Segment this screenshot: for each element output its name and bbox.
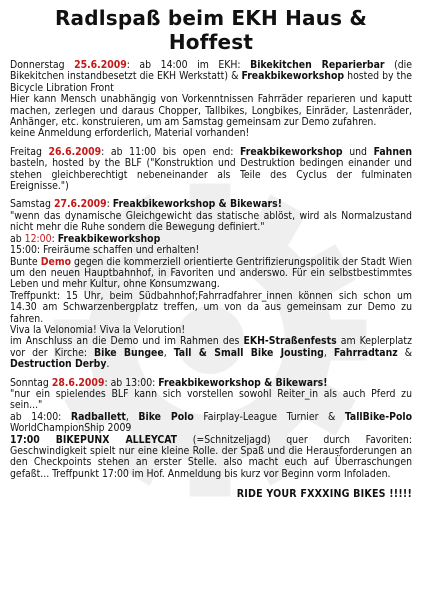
sunday-day: Sonntag [10, 376, 49, 389]
footer-slogan: RIDE YOUR FXXXING BIKES !!!!! [236, 488, 412, 501]
sunday-championship: WorldChampionShip 2009 [10, 422, 132, 435]
friday-text-3: basteln, hosted by the BLF ("Konstruktion und Destruktion bedingen einander und stehen gleichberechtigt nebeneinander als Teile des Cyclus der fulminaten Ereignisse.") [10, 157, 412, 193]
saturday-period: . [106, 358, 110, 371]
bikekitchen-label: Bikekitchen Reparierbar [250, 59, 385, 71]
thursday-day: Donnerstag [10, 59, 65, 71]
friday-workshop: Freakbikeworkshop [240, 145, 343, 158]
saturday-colon-2: : [51, 232, 58, 245]
saturday-time: 12:00 [24, 232, 52, 245]
destruction-derby: Destruction Derby [10, 358, 107, 371]
sunday-date: 28.6.2009 [51, 376, 105, 389]
alleycat: BIKEPUNX ALLEYCAT [55, 433, 178, 446]
saturday-headline-text: Freakbikeworkshop & Bikewars! [112, 198, 282, 211]
section-sunday [10, 378, 412, 481]
saturday-bunte: Bunte [10, 255, 41, 268]
saturday-ab: ab [10, 232, 25, 245]
saturday-colon: : [106, 198, 113, 211]
saturday-day: Samstag [10, 198, 51, 211]
thursday-paragraph-3: keine Anmeldung erforderlich, Material vorhanden! [10, 127, 250, 140]
section-thursday [10, 60, 412, 140]
thursday-paragraph-1 [10, 60, 412, 94]
tall-small-jousting: Tall & Small Bike Jousting [173, 346, 324, 359]
sunday-alleycat-text: (=Schnitzeljagd) quer durch Favoriten: Geschwindigkeit spielt nur eine kleine Rolle. der Spaß und die Herausforderungen an den Checkpoints stehen an erster Stelle. also macht euch auf Überraschungen gefaßt... Treffpunkt 17:00 im Hof. Anmeldung bis kurz vor Beginn vorm Infoladen. [10, 433, 412, 480]
sunday-comma: , [125, 410, 139, 423]
thursday-time: : ab 14:00 im EKH: [126, 59, 251, 71]
bike-bungee: Bike Bungee [94, 346, 164, 359]
sunday-alleycat-paragraph [10, 435, 412, 481]
friday-text-2: und [342, 145, 374, 158]
thursday-text-2: (die Bikekitchen instandbesetzt die EKH Werkstatt) & [10, 59, 413, 83]
saturday-demo-text: gegen die kommerziell orientierte Gentrifizierungspolitik der Stadt Wien um den neuen Hauptbahnhof, in Favoriten und anderswo. Für ein selbstbestimmtes Leben und mehr Kultur, ohne Konsumzwang. [10, 255, 412, 291]
thursday-date: 25.6.2009 [74, 59, 127, 71]
saturday-workshop: Freakbikeworkshop [57, 232, 161, 245]
tallbike-polo: TallBike-Polo [344, 410, 413, 423]
friday-paragraph [10, 147, 412, 193]
sunday-quote: "nur ein spielendes BLF kann sich vorstellen sowohl Reiter_in als auch Pferd zu sein..." [10, 387, 412, 412]
saturday-fest-paragraph [10, 336, 412, 370]
saturday-demo-paragraph [10, 257, 412, 291]
saturday-quote: "wenn das dynamische Gleichgewicht das statische ablöst, wird als Normalzustand nicht mehr die Ruhe sondern die Bewegung definiert." [10, 209, 412, 234]
saturday-fest: EKH-Straßenfests [243, 335, 337, 348]
bike-polo: Bike Polo [138, 410, 194, 423]
friday-fahnen: Fahnen [373, 145, 412, 158]
friday-date: 26.6.2009 [48, 145, 102, 158]
friday-time: : ab 11:00 bis open end: [101, 145, 241, 158]
thursday-workshop: Freakbikeworkshop [241, 70, 345, 83]
thursday-text-3: hosted by the Bicycle Libration Front [10, 70, 412, 94]
radballett: Radballett [70, 410, 126, 423]
saturday-fest-text: am Keplerplatz vor der Kirche: [10, 335, 412, 359]
saturday-viva: Viva la Velonomia! Viva la Velorution! [10, 323, 186, 336]
saturday-and: & [397, 346, 412, 359]
saturday-date: 27.6.2009 [53, 198, 107, 211]
sunday-polo-line [10, 412, 412, 435]
fahrradtanz: Fahrradtanz [333, 346, 398, 359]
sunday-polo-text: Fairplay-League Turnier & [193, 410, 345, 423]
section-saturday [10, 199, 412, 370]
saturday-comma-1: , [163, 346, 174, 359]
section-friday [10, 147, 412, 193]
saturday-line-4: 15:00: Freiräume schaffen und erhalten! [10, 244, 200, 257]
sunday-headline-text: Freakbikeworkshop & Bikewars! [158, 376, 328, 389]
saturday-demo: Demo [40, 255, 72, 268]
flyer-title: Radlspaß beim EKH Haus & Hoffest [54, 6, 368, 54]
sunday-time: : ab 13:00: [104, 376, 159, 389]
thursday-paragraph-2: Hier kann Mensch unabhängig von Vorkenntnissen Fahrräder reparieren und kaputt machen, zerlegen und daraus Chopper, Tallbikes, Longbikes, Einräder, Lastenräder, Anhänger, etc. konstruieren, um am Samstag gemeinsam zur Demo zufahren. [10, 93, 412, 129]
saturday-comma-2: , [323, 346, 334, 359]
saturday-meeting: Treffpunkt: 15 Uhr, beim Südbahnhof;Fahrradfahrer_innen können sich schon um 14.30 am Schwarzenbergplatz treffen, um von da aus gemeinsam zur Demo zu fahren. [10, 289, 412, 325]
friday-day: Freitag [10, 145, 42, 158]
saturday-fest-intro: im Anschluss an die Demo und im Rahmen des [10, 335, 244, 348]
sunday-alleycat-time: 17:00 [10, 433, 56, 446]
sunday-ab: ab 14:00: [10, 410, 71, 423]
